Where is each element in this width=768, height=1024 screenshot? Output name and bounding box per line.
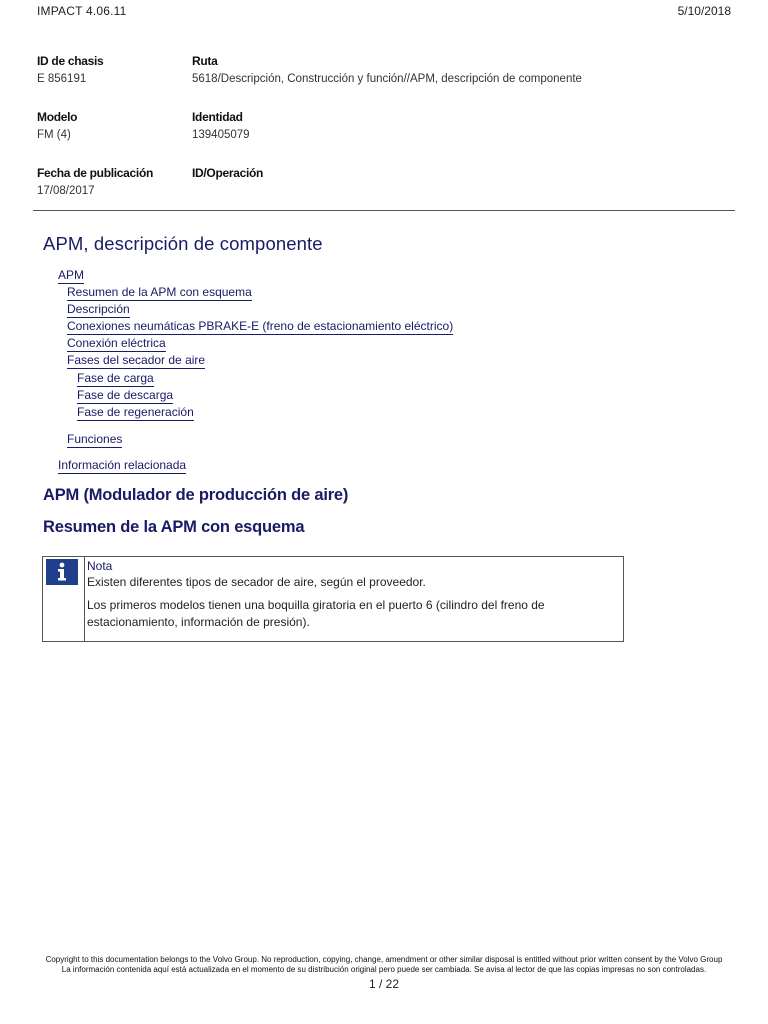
toc-link-fase-regeneracion[interactable]: Fase de regeneración (77, 405, 194, 419)
page-footer (30, 955, 738, 991)
toc-link-fases-secador[interactable]: Fases del secador de aire (67, 353, 206, 367)
toc-link-resumen[interactable]: Resumen de la APM con esquema (67, 285, 252, 299)
app-version: IMPACT 4.06.11 (37, 4, 127, 18)
note-text-1: Existen diferentes tipos de secador de aire, según el proveedor. (87, 575, 426, 589)
metadata-block (37, 54, 737, 222)
note-title: Nota (87, 559, 113, 573)
page-title: APM, descripción de componente (43, 233, 323, 254)
toc-link-conexion-electrica[interactable]: Conexión eléctrica (67, 336, 166, 350)
model-label: Modelo (37, 110, 78, 124)
copyright-notice: Copyright to this documentation belongs to the Volvo Group. No reproduction, copying, change, amendment or other similar disposal is entitled without prior written consent by the Volvo Group (45, 955, 723, 964)
toc-link-fase-descarga[interactable]: Fase de descarga (77, 388, 174, 402)
operation-label: ID/Operación (192, 166, 264, 180)
page-number: 1 / 22 (368, 977, 400, 991)
chassis-label: ID de chasis (37, 54, 104, 68)
toc-link-info-relacionada[interactable]: Información relacionada (58, 458, 187, 472)
toc-link-apm[interactable]: APM (58, 268, 85, 282)
toc-link-conexiones-neumaticas[interactable]: Conexiones neumáticas PBRAKE-E (freno de estacionamiento eléctrico) (67, 319, 454, 333)
note-box (42, 556, 624, 642)
info-icon (46, 559, 78, 585)
route-value: 5618/Descripción, Construcción y función//APM, descripción de componente (192, 73, 582, 85)
route-label: Ruta (192, 54, 218, 68)
chassis-value: E 856191 (37, 73, 87, 85)
pubdate-label: Fecha de publicación (37, 166, 154, 180)
toc-link-fase-carga[interactable]: Fase de carga (77, 371, 154, 385)
print-date: 5/10/2018 (677, 4, 731, 18)
toc-link-descripcion[interactable]: Descripción (67, 302, 130, 316)
toc-link-funciones[interactable]: Funciones (67, 432, 123, 446)
model-value: FM (4) (37, 129, 71, 141)
note-text-2: Los primeros modelos tienen una boquilla giratoria en el puerto 6 (cilindro del freno de estacionamiento, información de presión). (87, 598, 545, 629)
section-heading-apm: APM (Modulador de producción de aire) (43, 486, 349, 504)
distribution-notice: La información contenida aquí está actualizada en el momento de su distribución original pero puede ser cambiada. Se avisa al lector de que las copias impresas no son controladas. (61, 965, 707, 974)
section-heading-resumen: Resumen de la APM con esquema (43, 518, 305, 536)
header-divider (33, 210, 735, 211)
identity-value: 139405079 (192, 129, 250, 141)
pubdate-value: 17/08/2017 (37, 185, 95, 197)
identity-label: Identidad (192, 110, 243, 124)
